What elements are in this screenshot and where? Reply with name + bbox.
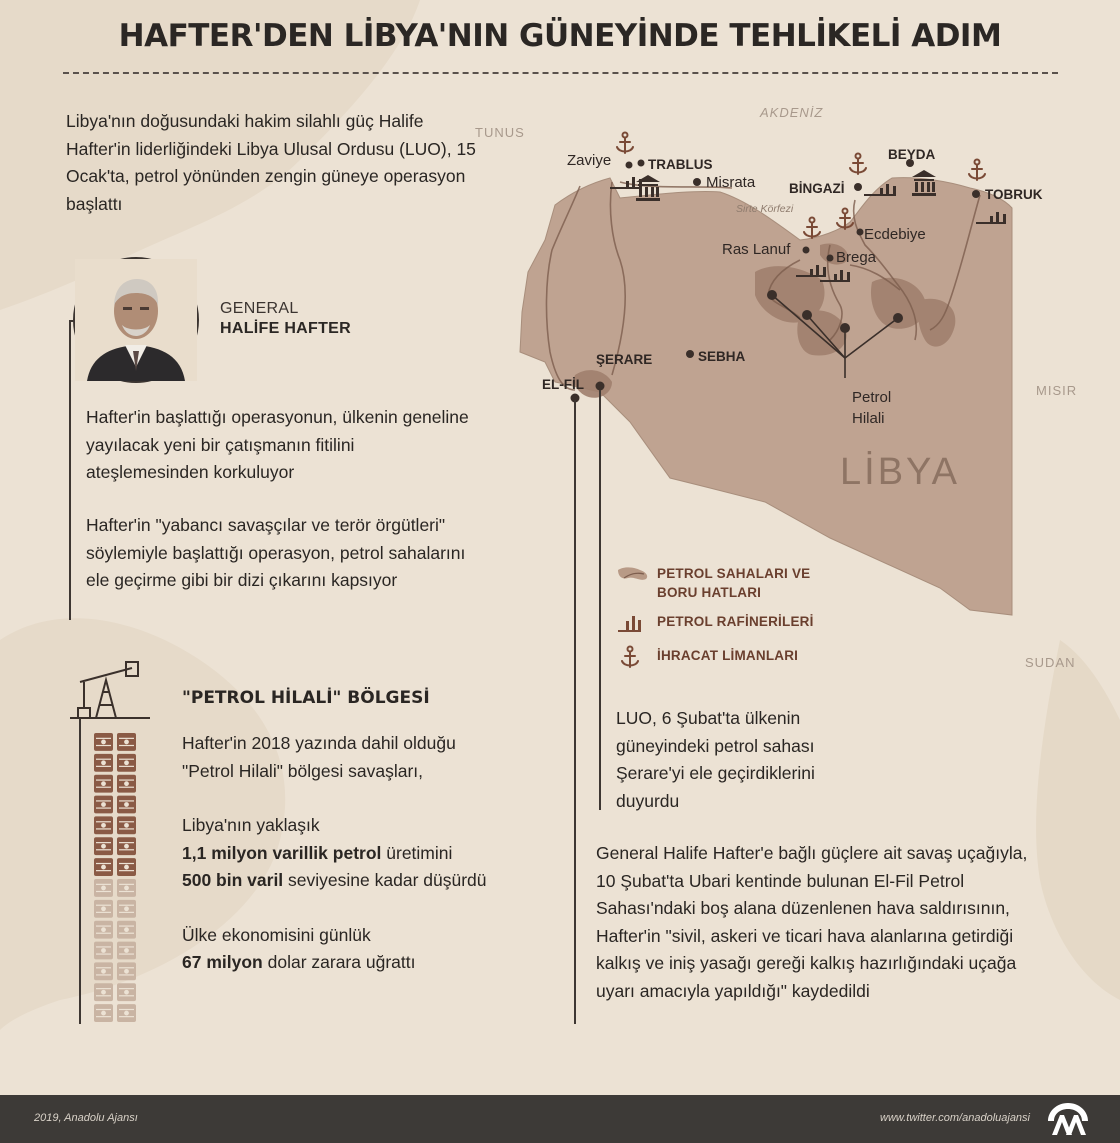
barrel-icon bbox=[94, 858, 113, 876]
barrel-icon bbox=[117, 775, 136, 793]
barrel-icon bbox=[94, 900, 113, 918]
barrel-icon bbox=[117, 796, 136, 814]
barrel-stack-line bbox=[79, 718, 81, 1024]
general-name: HALİFE HAFTER bbox=[220, 320, 352, 337]
legend-oil-fields-label: PETROL SAHALARI VE BORU HATLARI bbox=[657, 566, 811, 600]
city-raslanuf: Ras Lanuf bbox=[722, 241, 791, 258]
city-sebha: SEBHA bbox=[698, 349, 746, 364]
oil-field-icon bbox=[616, 564, 650, 584]
aa-logo-icon bbox=[1046, 1101, 1090, 1137]
barrel-icon bbox=[117, 942, 136, 960]
hilal-line3-post: dolar zarara uğrattı bbox=[267, 952, 416, 972]
note-serare: LUO, 6 Şubat'ta ülkenin güneyindeki petrol sahası Şerare'yi ele geçirdiklerini duyurdu bbox=[616, 708, 815, 811]
elfil-connector-line bbox=[574, 400, 576, 1024]
paragraph-fear: Hafter'in başlattığı operasyonun, ülkenin geneline yayılacak yeni bir çatışmanın fitilini ateşlemesinden korkuluyor bbox=[86, 407, 469, 482]
hilal-production-value: 1,1 milyon varillik petrol bbox=[182, 842, 382, 863]
legend-ports-label: İHRACAT LİMANLARI bbox=[657, 648, 799, 663]
hilal-title: "PETROL HİLALİ" BÖLGESİ bbox=[182, 688, 430, 708]
barrel-icon bbox=[94, 962, 113, 980]
barrel-icon bbox=[117, 733, 136, 751]
footer-bar bbox=[0, 1095, 1120, 1143]
barrel-icon bbox=[117, 962, 136, 980]
hilal-line3 bbox=[182, 949, 512, 977]
hilal-text bbox=[182, 730, 512, 977]
intro-text: Libya'nın doğusundaki hakim silahlı güç Halife Hafter'in liderliğindeki Libya Ulusal Ordusu (LUO), 15 Ocak'ta, petrol yönünden zengin güneye operasyon başlattı bbox=[66, 111, 476, 214]
egypt-label: MISIR bbox=[1036, 383, 1078, 398]
city-zaviye: Zaviye bbox=[567, 152, 612, 169]
barrel-icon bbox=[94, 733, 113, 751]
city-elfil: EL-FİL bbox=[542, 377, 584, 392]
barrel-icon bbox=[117, 1004, 136, 1022]
barrel-icon bbox=[94, 921, 113, 939]
legend-refineries-label: PETROL RAFİNERİLERİ bbox=[657, 614, 814, 629]
city-trablus: TRABLUS bbox=[648, 157, 713, 172]
timeline-line-left bbox=[69, 320, 71, 620]
serare-connector-line bbox=[599, 390, 601, 810]
city-beyda: BEYDA bbox=[888, 147, 936, 162]
barrel-icon bbox=[94, 879, 113, 897]
barrel-icon bbox=[94, 754, 113, 772]
city-bingazi: BİNGAZİ bbox=[789, 181, 845, 196]
note-elfil: General Halife Hafter'e bağlı güçlere ait savaş uçağıyla, 10 Şubat'ta Ubari kentinde bulunan El-Fil Petrol Sahası'ndaki boş alana düzenlenen hava saldırısının, Hafter'in "sivil, askeri ve ticari hava alanlarına getirdiği kalkış ve iniş yasağı gereği kalkış hazırlığındaki uçağa uyarı amacıyla yapıldığı" kaydedildi bbox=[596, 843, 1028, 1001]
hilal-line2 bbox=[182, 840, 512, 868]
barrel-icon bbox=[94, 775, 113, 793]
footer-twitter-link[interactable]: www.twitter.com/anadoluajansi bbox=[880, 1112, 1030, 1124]
hilal-line2b bbox=[182, 867, 512, 895]
general-role: GENERAL bbox=[220, 300, 299, 317]
barrel-icon bbox=[94, 1004, 113, 1022]
barrel-icon bbox=[117, 921, 136, 939]
barrel-icon bbox=[117, 837, 136, 855]
paragraph-operation: Hafter'in "yabancı savaşçılar ve terör örgütleri" söylemiyle başlattığı operasyon, petrol sahalarını ele geçirme gibi bir dizi çıkarını kapsıyor bbox=[86, 515, 466, 590]
page-title: HAFTER'DEN LİBYA'NIN GÜNEYİNDE TEHLİKELİ ADIM bbox=[118, 18, 1002, 54]
city-serare: ŞERARE bbox=[596, 352, 653, 367]
refinery-icon bbox=[616, 612, 644, 632]
barrel-icon bbox=[117, 754, 136, 772]
barrel-icon bbox=[94, 837, 113, 855]
sudan-label: SUDAN bbox=[1025, 655, 1076, 670]
gulf-label: Sirte Körfezi bbox=[736, 203, 794, 215]
hilal-line2-pre: Libya'nın yaklaşık bbox=[182, 815, 320, 835]
barrel-stack bbox=[94, 732, 138, 1024]
city-tobruk: TOBRUK bbox=[985, 187, 1043, 202]
tunisia-label: TUNUS bbox=[475, 125, 525, 140]
hilal-line1: Hafter'in 2018 yazında dahil olduğu "Petrol Hilali" bölgesi savaşları, bbox=[182, 733, 456, 781]
barrel-icon bbox=[94, 816, 113, 834]
barrel-icon bbox=[117, 983, 136, 1001]
hilali-label-2: Hilali bbox=[852, 410, 885, 427]
country-label: LİBYA bbox=[840, 451, 960, 493]
hilal-line2-mid: üretimini bbox=[386, 842, 453, 863]
title-divider bbox=[63, 72, 1058, 74]
hilal-line3-pre: Ülke ekonomisini günlük bbox=[182, 924, 371, 945]
footer-copyright: 2019, Anadolu Ajansı bbox=[34, 1112, 138, 1124]
person-icon bbox=[75, 259, 197, 381]
city-ecdebiye: Ecdebiye bbox=[864, 226, 926, 243]
sea-label: AKDENİZ bbox=[760, 105, 824, 120]
barrel-icon bbox=[94, 942, 113, 960]
anchor-icon bbox=[616, 646, 644, 670]
city-misrata: Misrata bbox=[706, 174, 756, 191]
hilal-line2-post: seviyesine kadar düşürdü bbox=[288, 870, 487, 890]
barrel-icon bbox=[94, 983, 113, 1001]
hilal-reduced-value: 500 bin varil bbox=[182, 870, 284, 890]
city-brega: Brega bbox=[836, 249, 877, 266]
hilal-loss-value: 67 milyon bbox=[182, 952, 263, 972]
timeline-line-left-top bbox=[69, 320, 75, 322]
hilali-label-1: Petrol bbox=[852, 389, 892, 406]
barrel-icon bbox=[117, 858, 136, 876]
barrel-icon bbox=[117, 816, 136, 834]
barrel-icon bbox=[94, 796, 113, 814]
portrait-photo bbox=[73, 257, 199, 383]
barrel-icon bbox=[117, 879, 136, 897]
barrel-icon bbox=[117, 900, 136, 918]
oil-derrick-icon bbox=[70, 660, 152, 720]
